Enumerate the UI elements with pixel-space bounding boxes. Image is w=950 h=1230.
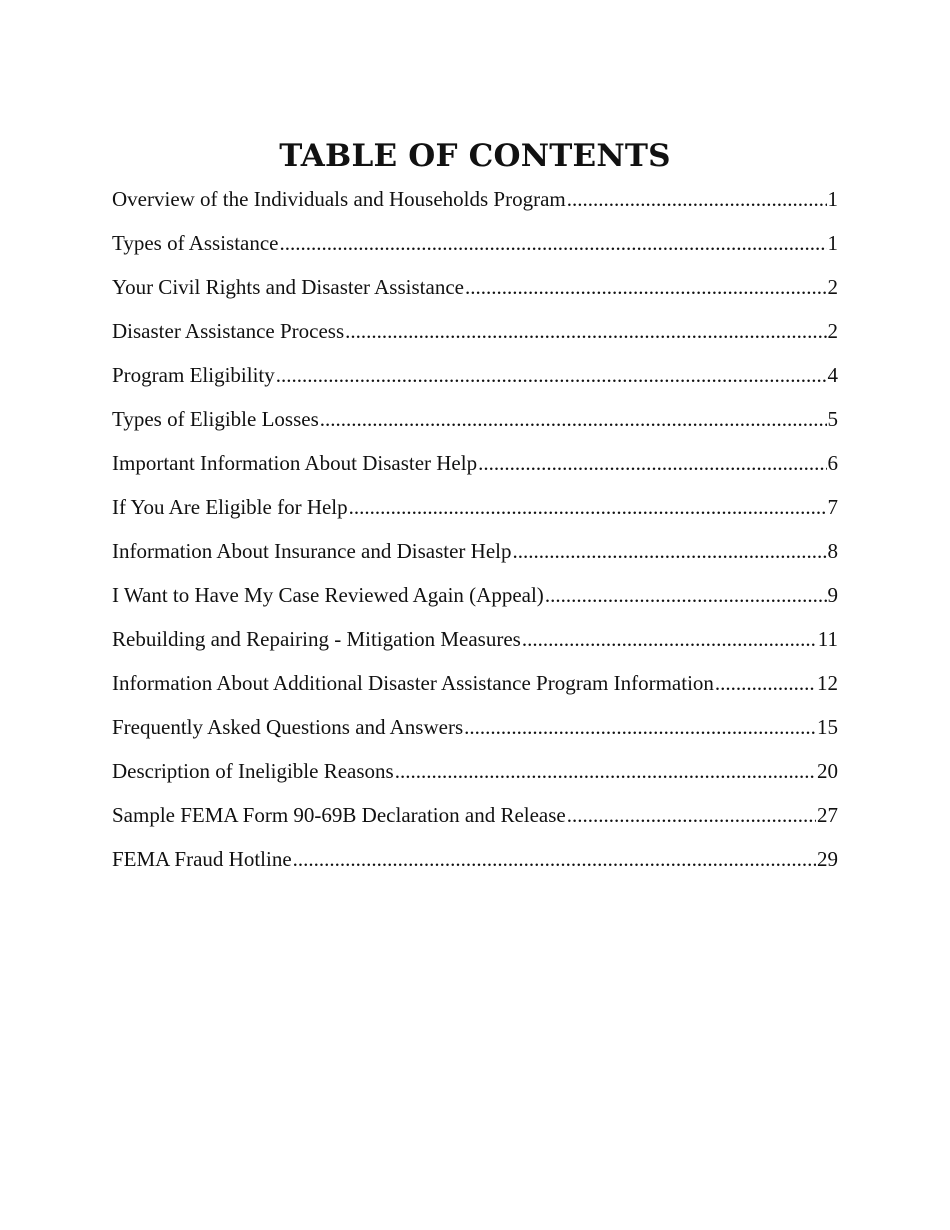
toc-entry[interactable] bbox=[112, 444, 838, 488]
toc-dot-leader bbox=[512, 532, 826, 570]
toc-entry[interactable] bbox=[112, 400, 838, 444]
toc-entry[interactable] bbox=[112, 488, 838, 532]
toc-entry[interactable] bbox=[112, 796, 838, 840]
toc-entry-label[interactable]: FEMA Fraud Hotline bbox=[112, 847, 292, 871]
toc-entry-label[interactable]: Description of Ineligible Reasons bbox=[112, 759, 394, 783]
toc-entry-label[interactable]: Frequently Asked Questions and Answers bbox=[112, 715, 464, 739]
toc-page-number[interactable]: 2 bbox=[827, 319, 838, 343]
toc-page-number[interactable]: 2 bbox=[827, 275, 838, 299]
toc-entry[interactable] bbox=[112, 664, 838, 708]
toc-page-number[interactable]: 27 bbox=[817, 803, 838, 827]
toc-entry[interactable] bbox=[112, 180, 838, 224]
toc-entry[interactable] bbox=[112, 312, 838, 356]
toc-entry-label[interactable]: Sample FEMA Form 90-69B Declaration and Release bbox=[112, 803, 566, 827]
toc-page-number[interactable]: 5 bbox=[827, 407, 838, 431]
toc-page-number[interactable]: 8 bbox=[827, 539, 838, 563]
toc-entry[interactable] bbox=[112, 532, 838, 576]
toc-dot-leader bbox=[567, 796, 816, 834]
toc-page-number[interactable]: 7 bbox=[827, 495, 838, 519]
toc-dot-leader bbox=[276, 356, 827, 394]
toc-dot-leader bbox=[522, 620, 817, 658]
toc-entry[interactable] bbox=[112, 620, 838, 664]
toc-dot-leader bbox=[465, 268, 827, 306]
toc-dot-leader bbox=[395, 752, 816, 790]
toc-dot-leader bbox=[715, 664, 816, 702]
toc-entry-label[interactable]: Rebuilding and Repairing - Mitigation Measures bbox=[112, 627, 521, 651]
toc-dot-leader bbox=[478, 444, 826, 482]
toc-page-number[interactable]: 6 bbox=[827, 451, 838, 475]
toc-page-number[interactable]: 1 bbox=[827, 231, 838, 255]
toc-page-number[interactable]: 1 bbox=[827, 187, 838, 211]
toc-entry[interactable] bbox=[112, 840, 838, 884]
toc-page-number[interactable]: 29 bbox=[817, 847, 838, 871]
toc-dot-leader bbox=[567, 180, 827, 218]
toc-entry-label[interactable]: Important Information About Disaster Help bbox=[112, 451, 478, 475]
toc-page-number[interactable]: 12 bbox=[817, 671, 838, 695]
toc-entry[interactable] bbox=[112, 268, 838, 312]
toc-entry-label[interactable]: Information About Insurance and Disaster Help bbox=[112, 539, 512, 563]
toc-entry[interactable] bbox=[112, 224, 838, 268]
toc-entry-label[interactable]: Information About Additional Disaster Assistance Program Information bbox=[112, 671, 714, 695]
page-title: TABLE OF CONTENTS bbox=[279, 137, 671, 174]
toc-entry[interactable] bbox=[112, 576, 838, 620]
toc-dot-leader bbox=[293, 840, 816, 878]
toc-dot-leader bbox=[345, 312, 826, 350]
toc-page-number[interactable]: 20 bbox=[817, 759, 838, 783]
toc-entry-label[interactable]: I Want to Have My Case Reviewed Again (Appeal) bbox=[112, 583, 544, 607]
toc-entry-label[interactable]: Disaster Assistance Process bbox=[112, 319, 345, 343]
toc-entry[interactable] bbox=[112, 752, 838, 796]
toc-entry[interactable] bbox=[112, 708, 838, 752]
toc-dot-leader bbox=[320, 400, 827, 438]
toc-entry-label[interactable]: Overview of the Individuals and Households Program bbox=[112, 187, 566, 211]
toc-dot-leader bbox=[349, 488, 827, 526]
toc-entry[interactable] bbox=[112, 356, 838, 400]
toc-dot-leader bbox=[280, 224, 827, 262]
toc-page-number[interactable]: 15 bbox=[817, 715, 838, 739]
toc-entry-label[interactable]: Types of Assistance bbox=[112, 231, 279, 255]
toc-dot-leader bbox=[545, 576, 827, 614]
toc-page-number[interactable]: 9 bbox=[827, 583, 838, 607]
toc-entry-label[interactable]: Program Eligibility bbox=[112, 363, 275, 387]
toc-dot-leader bbox=[464, 708, 816, 746]
toc-entry-label[interactable]: If You Are Eligible for Help bbox=[112, 495, 348, 519]
toc-page-number[interactable]: 4 bbox=[827, 363, 838, 387]
toc-entry-label[interactable]: Your Civil Rights and Disaster Assistance bbox=[112, 275, 464, 299]
table-of-contents bbox=[112, 180, 838, 884]
toc-page-number[interactable]: 11 bbox=[817, 627, 838, 651]
toc-entry-label[interactable]: Types of Eligible Losses bbox=[112, 407, 319, 431]
